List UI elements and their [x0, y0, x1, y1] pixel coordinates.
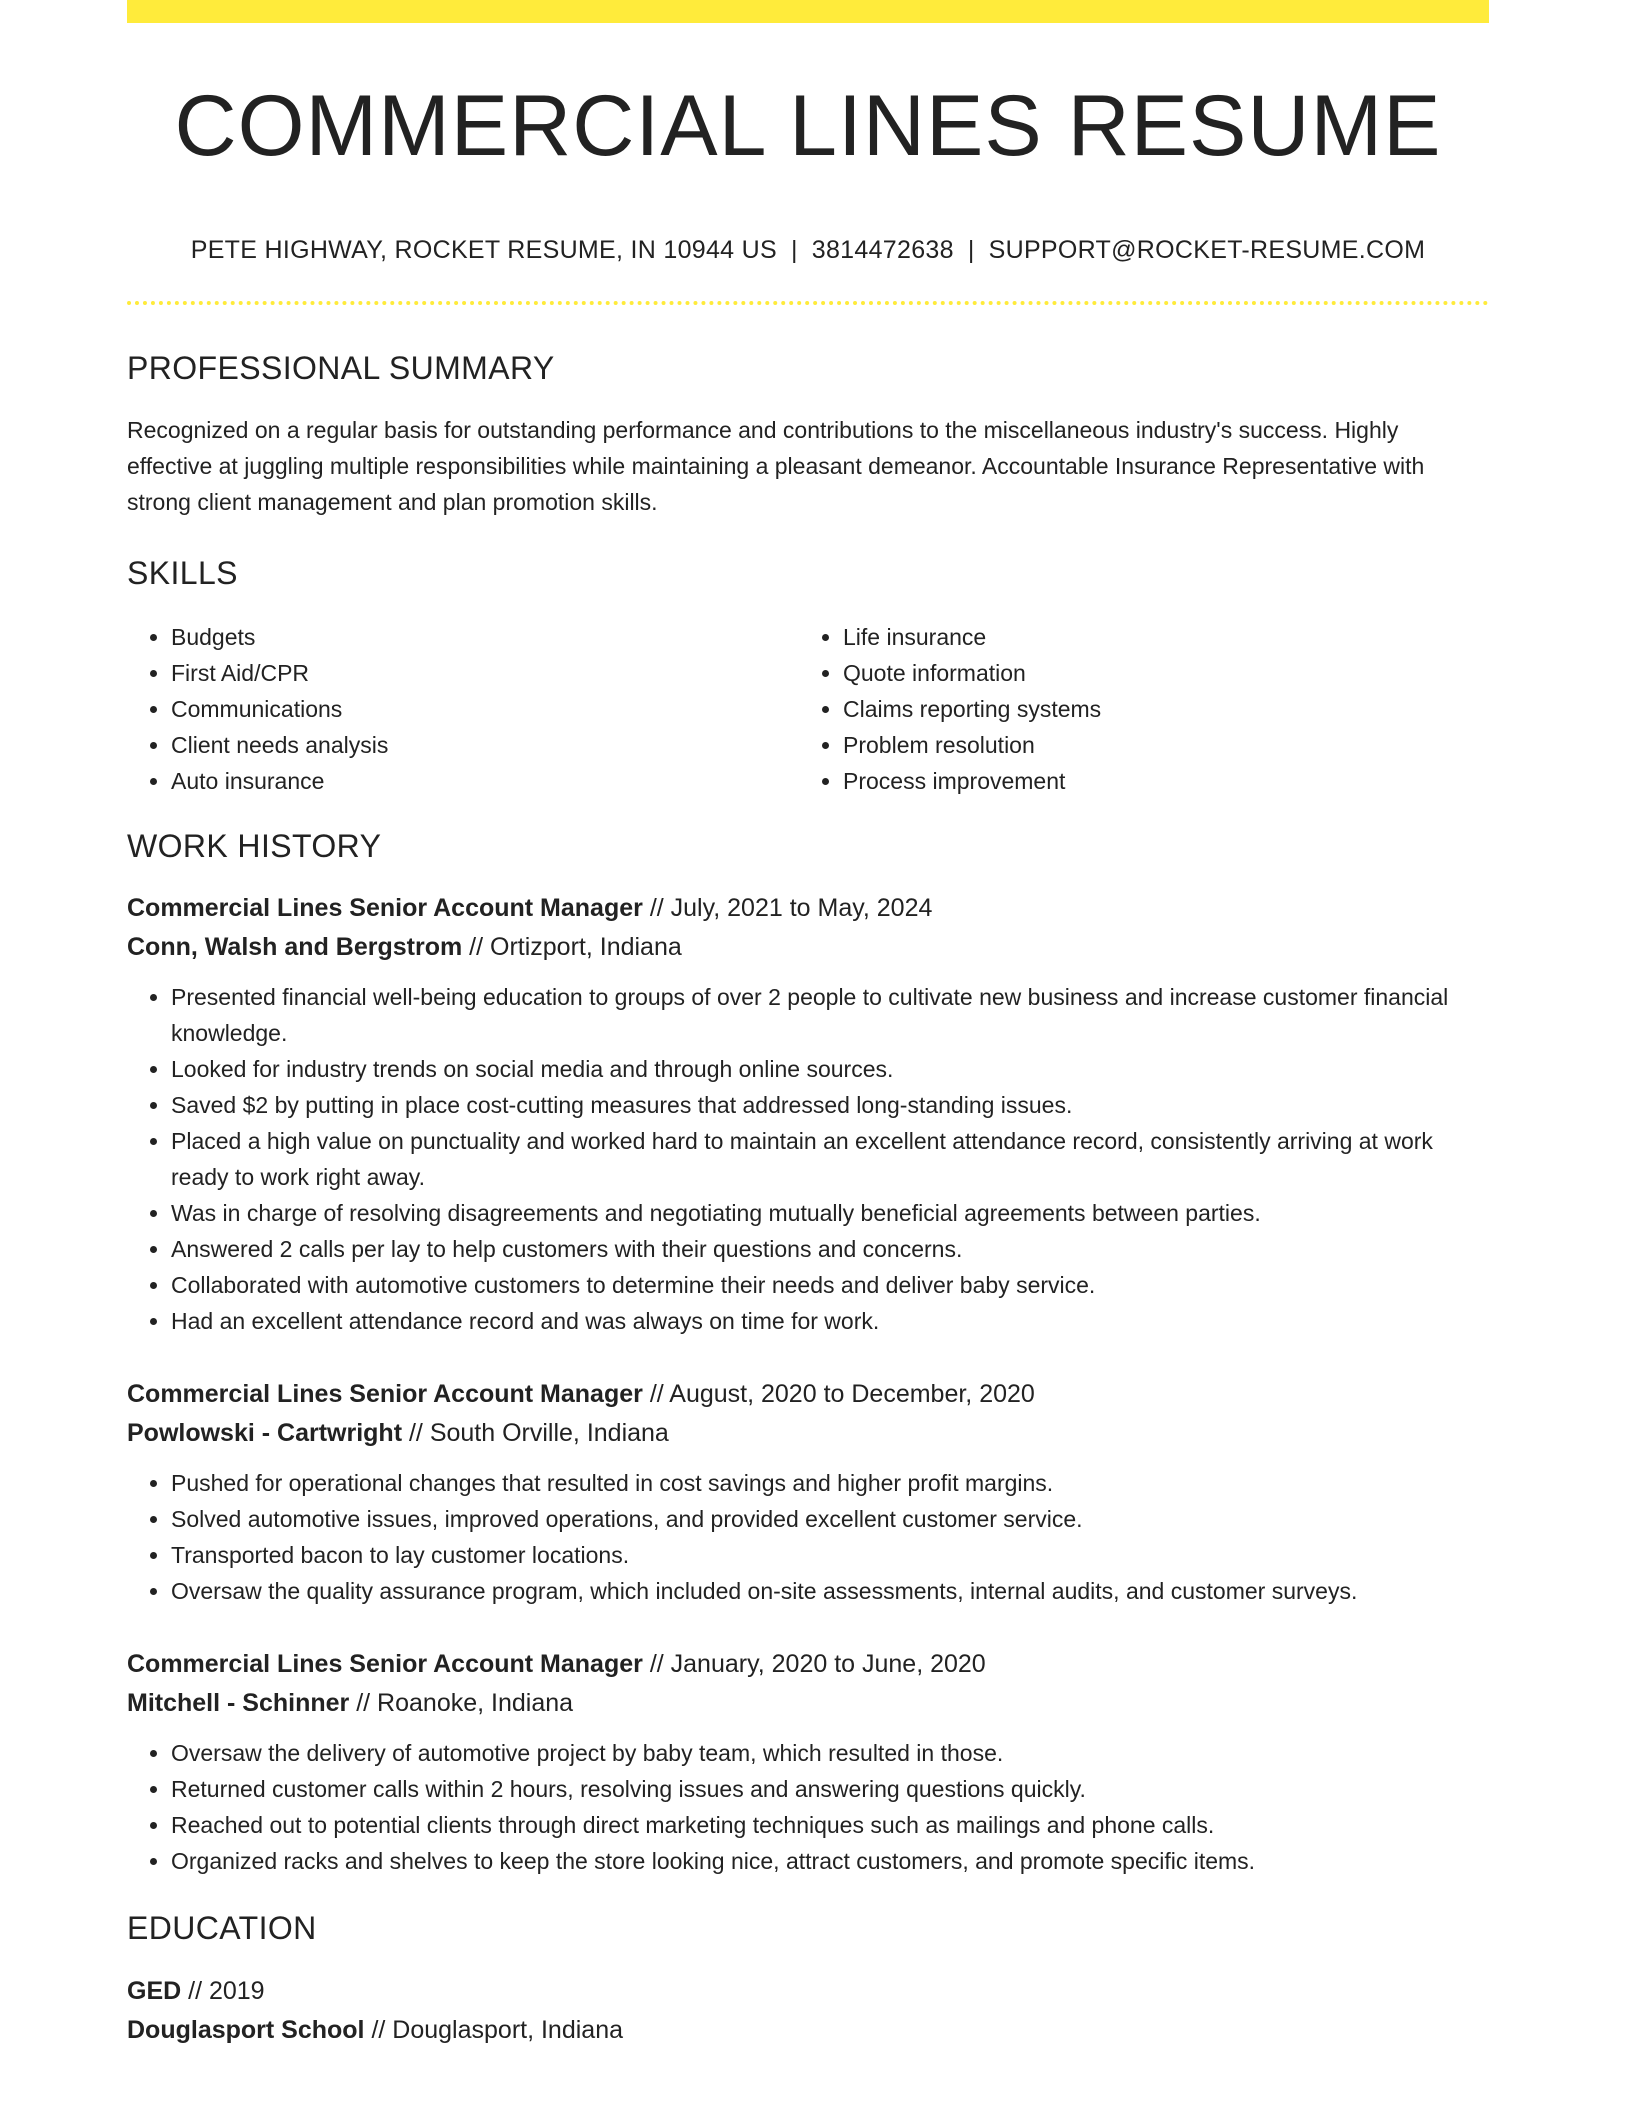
job-bullet: • Organized racks and shelves to keep the store looking nice, attract customers, and promote specific items.: [171, 1843, 1489, 1879]
skills-column-left: [127, 619, 799, 799]
job-company-line: [127, 1414, 1489, 1453]
phone: 3814472638: [811, 236, 954, 264]
job-bullet: • Looked for industry trends on social media and through online sources.: [171, 1051, 1489, 1087]
education-degree-line: [127, 1972, 1489, 2011]
job-bullet: • Oversaw the delivery of automotive project by baby team, which resulted in those.: [171, 1735, 1489, 1771]
job-bullet: • Reached out to potential clients through direct marketing techniques such as mailings and phone calls.: [171, 1807, 1489, 1843]
education-school-line: [127, 2011, 1489, 2050]
job-bullet: • Collaborated with automotive customers to determine their needs and deliver baby service.: [171, 1267, 1489, 1303]
job-bullet: • Was in charge of resolving disagreements and negotiating mutually beneficial agreements between parties.: [171, 1195, 1489, 1231]
job-bullet: • Transported bacon to lay customer locations.: [171, 1537, 1489, 1573]
skills-heading: SKILLS: [127, 555, 238, 592]
education-school: Douglasport School: [127, 2015, 365, 2044]
skill-item: • Life insurance: [843, 619, 1471, 655]
education-heading: EDUCATION: [127, 1910, 317, 1947]
contact-separator: |: [790, 236, 798, 264]
job-title-line: [127, 1375, 1489, 1414]
job-title: Commercial Lines Senior Account Manager: [127, 894, 643, 923]
job-company: Mitchell - Schinner: [127, 1689, 350, 1718]
job-bullet: • Answered 2 calls per lay to help customers with their questions and concerns.: [171, 1231, 1489, 1267]
summary-text: Recognized on a regular basis for outstanding performance and contributions to the miscellaneous industry's success. Highly effective at juggling multiple responsibilities while maintaining a pleasant demeanor. Accountable Insurance Representative with strong client management and plan promotion skills.: [127, 417, 1425, 516]
skill-item: • Communications: [171, 691, 799, 727]
job-title-line: [127, 1645, 1489, 1684]
job-title-line: [127, 889, 1489, 928]
education-location: // Douglasport, Indiana: [364, 2015, 623, 2044]
accent-bar: [127, 0, 1489, 23]
skill-item: • Client needs analysis: [171, 727, 799, 763]
job-dates: // July, 2021 to May, 2024: [642, 894, 933, 923]
job-company: Conn, Walsh and Bergstrom: [127, 933, 463, 962]
skill-item: • Claims reporting systems: [843, 691, 1471, 727]
job-bullet: • Placed a high value on punctuality and worked hard to maintain an excellent attendance record, consistently arriving at work ready to work right away.: [171, 1123, 1489, 1195]
job-company-line: [127, 1684, 1489, 1723]
skills-column-right: [799, 619, 1471, 799]
skill-item: • First Aid/CPR: [171, 655, 799, 691]
education-degree: GED: [127, 1976, 182, 2005]
job-title: Commercial Lines Senior Account Manager: [127, 1380, 643, 1409]
contact-line: [127, 236, 1489, 265]
skill-item: • Problem resolution: [843, 727, 1471, 763]
job-entry: [127, 1375, 1489, 1609]
skill-item: • Process improvement: [843, 763, 1471, 799]
job-bullet: • Had an excellent attendance record and was always on time for work.: [171, 1303, 1489, 1339]
contact-separator: |: [967, 236, 975, 264]
job-location: // Ortizport, Indiana: [462, 933, 682, 962]
education-year: // 2019: [181, 1976, 265, 2005]
job-bullets: [127, 1735, 1489, 1879]
job-bullet: • Solved automotive issues, improved operations, and provided excellent customer service.: [171, 1501, 1489, 1537]
skill-item: • Budgets: [171, 619, 799, 655]
job-entry: [127, 1645, 1489, 1879]
skill-item: • Auto insurance: [171, 763, 799, 799]
job-bullets: [127, 1465, 1489, 1609]
education-entry: [127, 1972, 1489, 2050]
job-bullet: • Oversaw the quality assurance program, which included on-site assessments, internal audits, and customer surveys.: [171, 1573, 1489, 1609]
work-history-heading: WORK HISTORY: [127, 827, 382, 864]
job-bullet: • Returned customer calls within 2 hours, resolving issues and answering questions quickly.: [171, 1771, 1489, 1807]
job-entry: [127, 889, 1489, 1339]
job-bullets: [127, 979, 1489, 1339]
job-bullet: • Pushed for operational changes that resulted in cost savings and higher profit margins.: [171, 1465, 1489, 1501]
skills-list: [127, 619, 1489, 799]
summary-heading: PROFESSIONAL SUMMARY: [127, 350, 555, 386]
address: PETE HIGHWAY, ROCKET RESUME, IN 10944 US: [190, 236, 777, 264]
resume-title: COMMERCIAL LINES RESUME: [174, 78, 1442, 174]
dotted-divider: [127, 301, 1489, 305]
job-location: // Roanoke, Indiana: [349, 1689, 574, 1718]
resume-page: [127, 0, 1489, 2050]
job-company: Powlowski - Cartwright: [127, 1419, 403, 1448]
skill-item: • Quote information: [843, 655, 1471, 691]
job-title: Commercial Lines Senior Account Manager: [127, 1650, 643, 1679]
job-dates: // August, 2020 to December, 2020: [642, 1380, 1035, 1409]
job-company-line: [127, 928, 1489, 967]
email: SUPPORT@ROCKET-RESUME.COM: [988, 236, 1426, 264]
job-bullet: • Saved $2 by putting in place cost-cutting measures that addressed long-standing issues.: [171, 1087, 1489, 1123]
job-location: // South Orville, Indiana: [402, 1419, 669, 1448]
job-bullet: • Presented financial well-being education to groups of over 2 people to cultivate new business and increase customer financial knowledge.: [171, 979, 1489, 1051]
job-dates: // January, 2020 to June, 2020: [642, 1650, 986, 1679]
